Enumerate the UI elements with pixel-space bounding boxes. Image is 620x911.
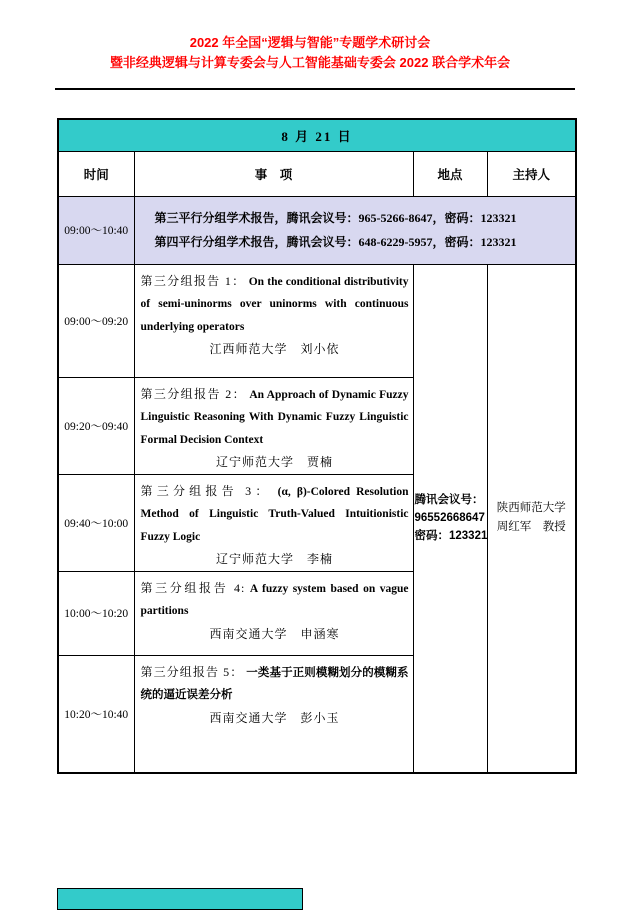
schedule-table	[57, 118, 577, 774]
session-speaker: 辽宁师范大学 贾楠	[215, 455, 333, 469]
session-content	[134, 571, 413, 655]
conference-program-page	[0, 33, 620, 911]
session-title	[141, 270, 409, 339]
session-label: 第三分组报告 3：	[140, 483, 272, 498]
session-speaker: 辽宁师范大学 李楠	[215, 552, 333, 566]
session-speaker: 江西师范大学 刘小依	[209, 342, 340, 356]
column-header-moderator: 主持人	[487, 151, 576, 196]
session-content	[134, 377, 413, 474]
session-content	[134, 474, 413, 571]
location-cell	[413, 264, 487, 773]
next-table-header-fragment	[57, 888, 303, 910]
doc-title	[0, 33, 620, 73]
column-header-items: 事 项	[134, 151, 413, 196]
column-header-row	[58, 151, 576, 196]
session-content	[134, 655, 413, 773]
plenary-line-1: 第三平行分组学术报告，腾讯会议号：965-5266-8647，密码：123321	[154, 211, 517, 225]
column-header-location: 地点	[413, 151, 487, 196]
session-time: 09:40～10:00	[58, 474, 134, 571]
session-time: 10:20～10:40	[58, 655, 134, 773]
session-title	[141, 480, 409, 549]
date-header: 8 月 21 日	[58, 119, 576, 151]
plenary-line-2: 第四平行分组学术报告，腾讯会议号：648-6229-5957，密码：123321	[154, 235, 517, 249]
session-title	[141, 577, 409, 623]
session-paper-title: On the conditional distributivity of semi-uninorms over uninorms with continuous underlying operators	[140, 275, 409, 333]
moderator-line-2: 周红军 教授	[496, 521, 566, 534]
session-content	[134, 264, 413, 377]
doc-title-line1: 2022 年全国“逻辑与智能”专题学术研讨会	[189, 35, 431, 50]
session-title	[141, 383, 409, 452]
session-label: 第三分组报告 5：	[140, 664, 244, 679]
session-paper-title: 一类基于正则模糊划分的模糊系统的逼近误差分析	[140, 666, 409, 701]
session-label: 第三分组报告 2：	[140, 386, 247, 401]
plenary-time: 09:00～10:40	[58, 196, 134, 264]
session-paper-title: A fuzzy system based on vague partitions	[140, 582, 409, 617]
moderator-line-1: 陕西师范大学	[496, 502, 566, 515]
location-line-1: 腾讯会议号：	[414, 494, 484, 507]
session-label: 第三分组报告 4:	[140, 580, 246, 595]
doc-title-line2: 暨非经典逻辑与计算专委会与人工智能基础专委会 2022 联合学术年会	[109, 55, 511, 70]
location-line-3: 密码：123321	[414, 530, 488, 543]
session-paper-title: (α, β)-Colored Resolution Method of Linguistic Truth-Valued Intuitionistic Fuzzy Logic	[140, 485, 409, 543]
session-paper-title: An Approach of Dynamic Fuzzy Linguistic Reasoning With Dynamic Fuzzy Linguistic Formal Decision Context	[140, 388, 409, 446]
location-line-2: 96552668647	[414, 512, 485, 525]
plenary-row	[58, 196, 576, 264]
plenary-content	[134, 196, 576, 264]
moderator-cell	[487, 264, 576, 773]
date-header-row	[58, 119, 576, 151]
session-time: 10:00～10:20	[58, 571, 134, 655]
session-row-1	[58, 264, 576, 377]
divider-line	[55, 88, 575, 90]
column-header-time: 时间	[58, 151, 134, 196]
session-time: 09:20～09:40	[58, 377, 134, 474]
session-time: 09:00～09:20	[58, 264, 134, 377]
session-title	[141, 661, 409, 707]
session-speaker: 西南交通大学 彭小玉	[209, 710, 340, 725]
session-speaker: 西南交通大学 申涵寒	[209, 626, 340, 641]
session-label: 第三分组报告 1：	[140, 273, 246, 288]
